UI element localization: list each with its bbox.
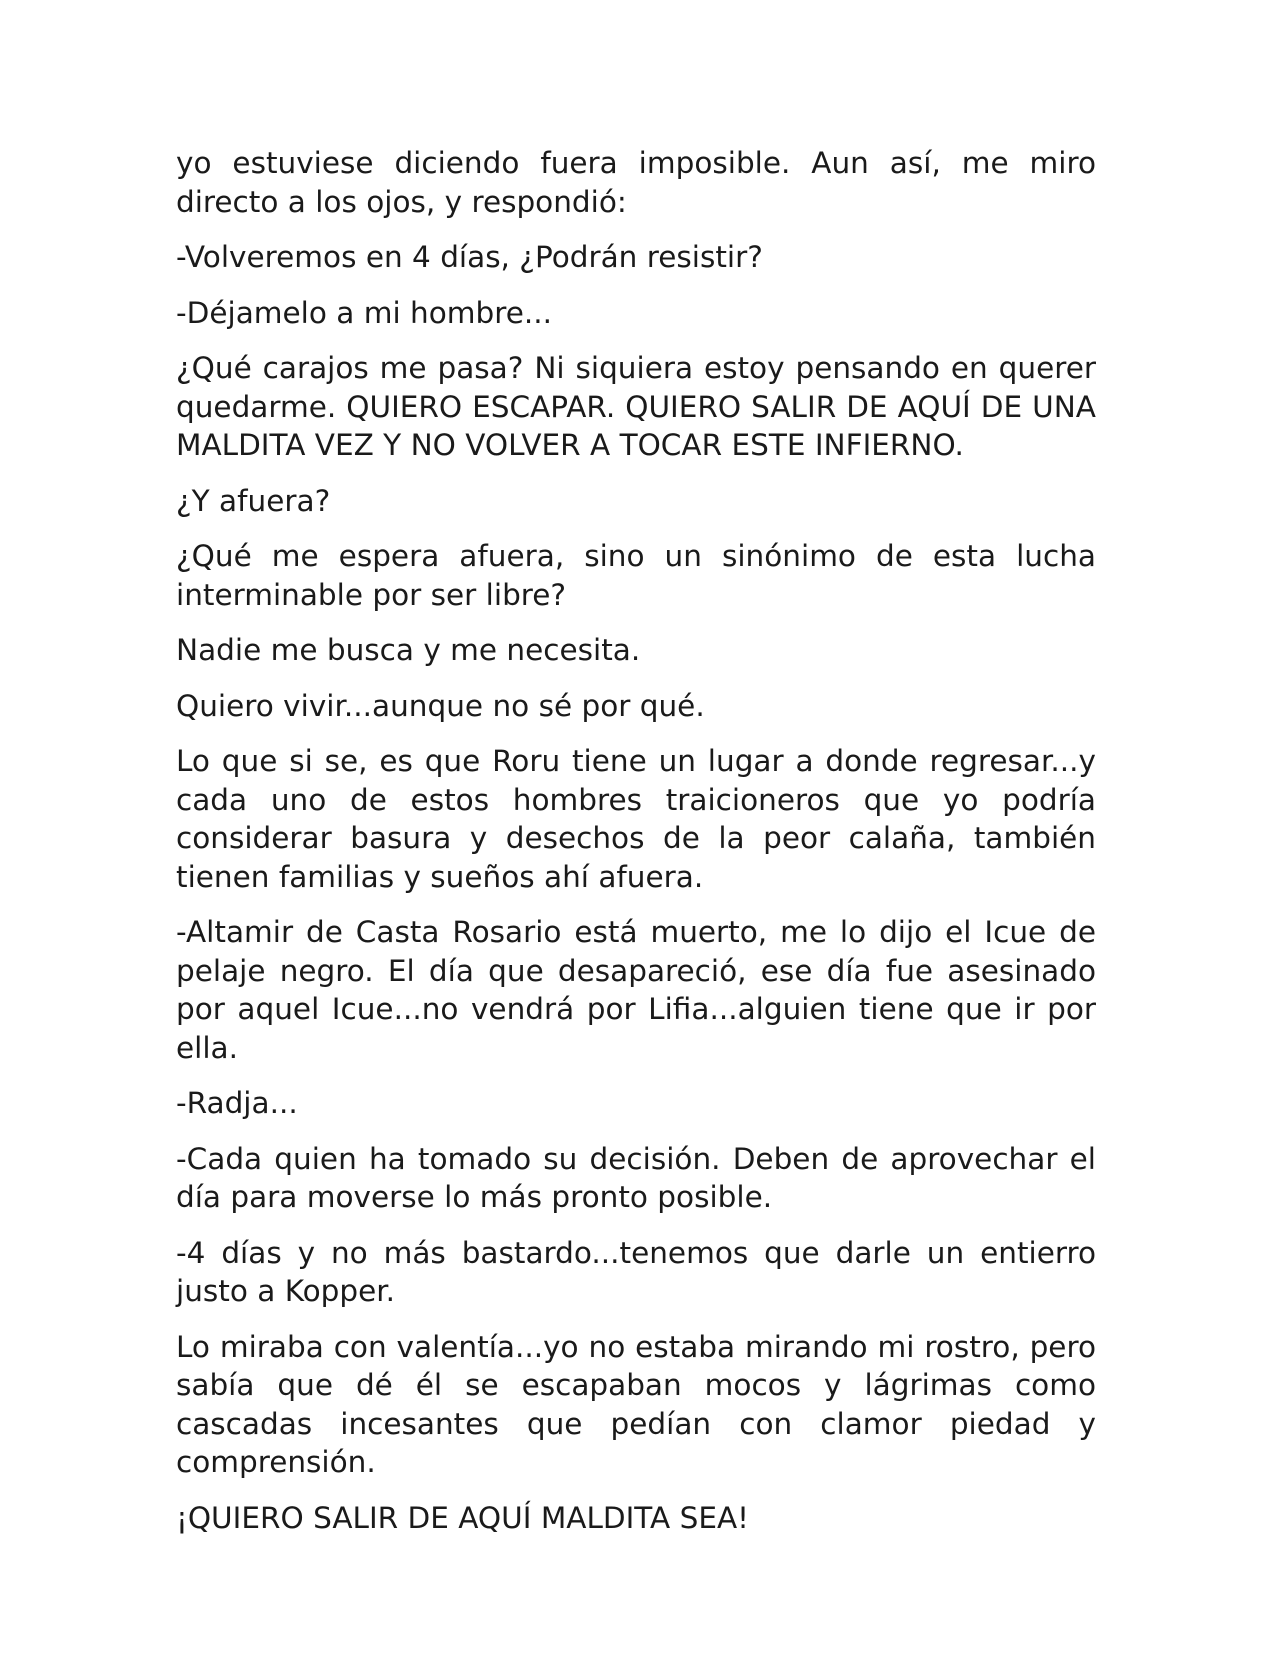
paragraph-9: Lo que si se, es que Roru tiene un lugar a donde regresar...y cada uno de estos hombres traicioneros que yo podría considerar basura y desechos de la peor calaña, también tienen familias y sueños ahí afuera.: [176, 744, 1096, 894]
paragraph-2: -Volveremos en 4 días, ¿Podrán resistir?: [176, 240, 763, 274]
paragraph-12: -Cada quien ha tomado su decisión. Deben de aprovechar el día para moverse lo más pronto posible.: [176, 1141, 1096, 1214]
paragraph-5: ¿Y afuera?: [176, 483, 331, 518]
paragraph-7: Nadie me busca y me necesita.: [176, 633, 641, 667]
body-text: [176, 144, 1096, 1554]
paragraph-10: -Altamir de Casta Rosario está muerto, me lo dijo el Icue de pelaje negro. El día que desapareció, ese día fue asesinado por aquel Icue...no vendrá por Lifia...alguien tiene que ir por ella.: [176, 915, 1096, 1065]
paragraph-15: ¡QUIERO SALIR DE AQUÍ MALDITA SEA!: [176, 1500, 749, 1535]
paragraph-3: -Déjamelo a mi hombre...: [176, 295, 553, 330]
paragraph-13: -4 días y no más bastardo...tenemos que darle un entierro justo a Kopper.: [176, 1235, 1096, 1308]
paragraph-4: ¿Qué carajos me pasa? Ni siquiera estoy pensando en querer quedarme. QUIERO ESCAPAR. QUIERO SALIR DE AQUÍ DE UNA MALDITA VEZ Y NO VOLVER A TOCAR ESTE INFIERNO.: [176, 351, 1096, 462]
paragraph-14: Lo miraba con valentía...yo no estaba mirando mi rostro, pero sabía que dé él se escapaban mocos y lágrimas como cascadas incesantes que pedían con clamor piedad y comprensión.: [176, 1329, 1096, 1479]
paragraph-1: yo estuviese diciendo fuera imposible. Aun así, me miro directo a los ojos, y respondió:: [176, 146, 1096, 219]
paragraph-8: Quiero vivir...aunque no sé por qué.: [176, 688, 705, 723]
paragraph-11: -Radja...: [176, 1086, 298, 1120]
paragraph-6: ¿Qué me espera afuera, sino un sinónimo de esta lucha interminable por ser libre?: [176, 539, 1096, 612]
